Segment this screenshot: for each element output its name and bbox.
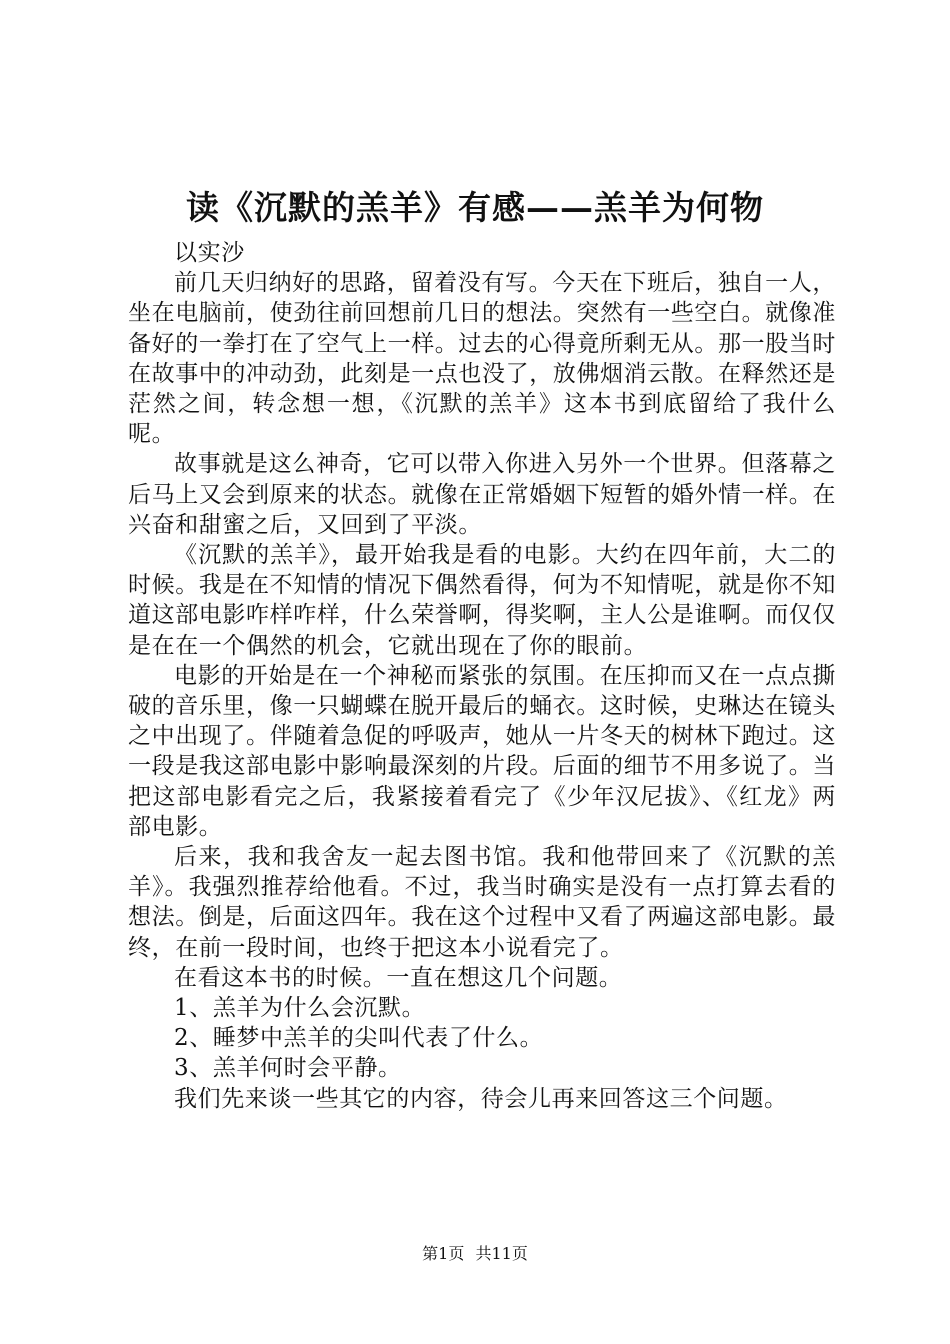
page-footer: [0, 1243, 950, 1265]
author-line: 以实沙: [174, 240, 245, 266]
list-item: 3、羔羊何时会平静。: [174, 1055, 402, 1082]
paragraph: 前几天归纳好的思路，留着没有写。今天在下班后，独自一人，坐在电脑前，使劲往前回想前几日的想法。突然有一些空白。就像准备好的一拳打在了空气上一样。过去的心得竟所剩无从。那一股当时在故事中的冲动劲，此刻是一点也没了，放佛烟消云散。在释然还是茫然之间，转念想一想，《沉默的羔羊》这本书到底留给了我什么呢。: [128, 270, 836, 448]
page-total: 共11页: [475, 1244, 528, 1263]
document-body: [128, 238, 836, 1114]
paragraph: 在看这本书的时候。一直在想这几个问题。: [174, 964, 623, 991]
list-item: 1、羔羊为什么会沉默。: [174, 995, 426, 1022]
paragraph: 我们先来谈一些其它的内容，待会儿再来回答这三个问题。: [174, 1085, 788, 1112]
paragraph: 电影的开始是在一个神秘而紧张的氛围。在压抑而又在一点点撕破的音乐里，像一只蝴蝶在脱开最后的蛹衣。这时候，史琳达在镜头之中出现了。伴随着急促的呼吸声，她从一片冬天的树林下跑过。这一段是我这部电影中影响最深刻的片段。后面的细节不用多说了。当把这部电影看完之后，我紧接着看完了《少年汉尼拔》、《红龙》两部电影。: [128, 662, 836, 840]
paragraph: 故事就是这么神奇，它可以带入你进入另外一个世界。但落幕之后马上又会到原来的状态。就像在正常婚姻下短暂的婚外情一样。在兴奋和甜蜜之后，又回到了平淡。: [128, 451, 836, 538]
paragraph: 后来，我和我舍友一起去图书馆。我和他带回来了《沉默的羔羊》。我强烈推荐给他看。不过，我当时确实是没有一点打算去看的想法。倒是，后面这四年。我在这个过程中又看了两遍这部电影。最终，在前一段时间，也终于把这本小说看完了。: [128, 844, 836, 961]
document-title: 读《沉默的羔羊》有感——羔羊为何物: [186, 188, 764, 227]
page-number: 第1页: [422, 1244, 465, 1263]
paragraph: 《沉默的羔羊》，最开始我是看的电影。大约在四年前，大二的时候。我是在不知情的情况下偶然看得，何为不知情呢，就是你不知道这部电影咋样咋样，什么荣誉啊，得奖啊，主人公是谁啊。而仅仅是在在一个偶然的机会，它就出现在了你的眼前。: [128, 542, 836, 659]
list-item: 2、睡梦中羔羊的尖叫代表了什么。: [174, 1025, 544, 1052]
